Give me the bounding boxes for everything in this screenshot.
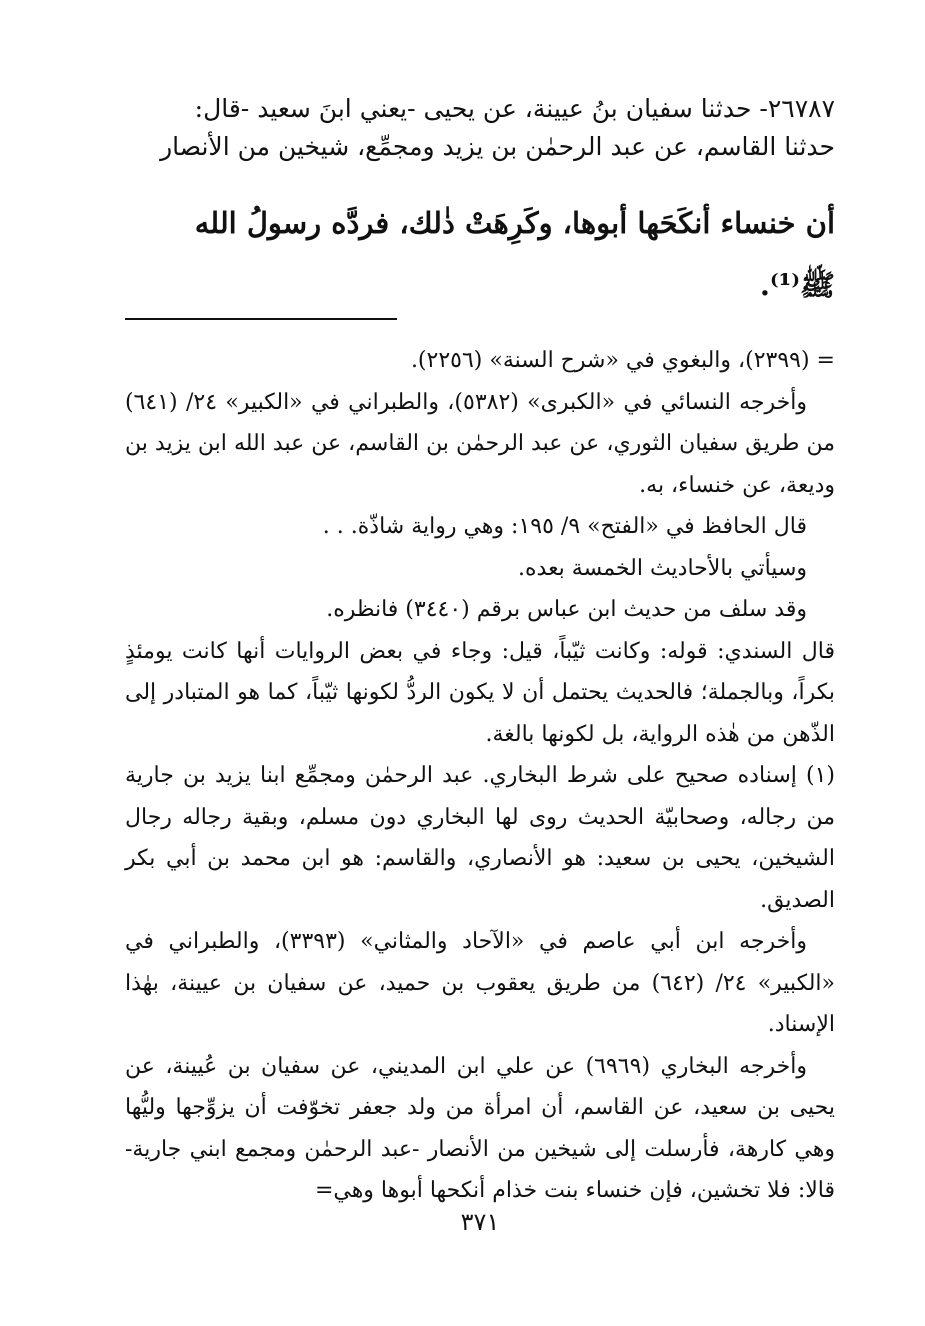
footnote-sindi: قال السندي: قوله: وكانت ثيّباً، قيل: وجاء في بعض الروايات أنها كانت يومئذٍ بكراً، وبالجملة؛ فالحديث يحتمل أن لا يكون الردُّ لكونها ثيّباً، كما هو المتبادر إلى الذّهن من هٰذه الرواية، بل لكونها بالغة. [125,638,835,747]
footnote-1-a: (١) إسناده صحيح على شرط البخاري. عبد الرحمٰن ومجمِّع ابنا يزيد بن جارية من رجاله، وصحابيّة الحديث روى لها البخاري دون مسلم، وبقية رجاله رجال الشيخين، يحيى بن سعيد: هو الأنصاري، والقاسم: هو ابن محمد بن أبي بكر الصديق. [125,763,835,913]
footnote-continued-3: قال الحافظ في «الفتح» ٩/ ١٩٥: وهي رواية شاذّة. . . [322,514,807,539]
footnote-continued-1: = (٢٣٩٩)، والبغوي في «شرح السنة» (٢٢٥٦). [410,348,835,373]
footnote-continued-4: وسيأتي بالأحاديث الخمسة بعده. [518,555,807,581]
page-number: ٣٧١ [460,1208,500,1236]
hadith-isnad [125,90,835,166]
footnote-continued-2: وأخرجه النسائي في «الكبرى» (٥٣٨٢)، والطبراني في «الكبير» ٢٤/ (٦٤١) من طريق سفيان الثوري، عن عبد الرحمٰن بن القاسم، عن عبد الله ابن يزيد بن وديعة، عن خنساء، به. [125,389,835,498]
hadith-line-2: حدثنا القاسم، عن عبد الرحمٰن بن يزيد ومجمِّع، شيخين من الأنصار [160,132,835,161]
footnotes [125,340,835,1212]
footnote-1-b: وأخرجه ابن أبي عاصم في «الآحاد والمثاني» (٣٣٩٣)، والطبراني في «الكبير» ٢٤/ (٦٤٢) من طريق يعقوب بن حميد، عن سفيان بن عيينة، بهٰذا الإسناد. [125,929,835,1037]
matn-line-1: أن خنساء أنكَحَها أبوها، وكَرِهَتْ ذٰلك، فردَّه رسولُ الله [194,206,835,240]
matn-line-2: ﷺ⁽¹⁾. [759,268,835,302]
book-page [125,0,835,1326]
footnote-1-c: وأخرجه البخاري (٦٩٦٩) عن علي ابن المديني، عن سفيان بن عُيينة، عن يحيى بن سعيد، عن القاسم، أن امرأة من ولد جعفر تخوّفت أن يزوِّجها وليُّها وهي كارهة، فأرسلت إلى شيخين من الأنصار -عبد الرحمٰن ومجمع ابني جارية- قالا: فلا تخشين، فإن خنساء بنت خذام أنكحها أبوها وهي= [125,1053,835,1203]
footnote-continued-5: وقد سلف من حديث ابن عباس برقم (٣٤٤٠) فانظره. [326,597,807,622]
hadith-line-1: ٢٦٧٨٧- حدثنا سفيان بنُ عيينة، عن يحيى -يعني ابنَ سعيد -قال: [194,94,835,123]
footnote-separator [125,318,397,320]
hadith-matn [125,192,835,316]
